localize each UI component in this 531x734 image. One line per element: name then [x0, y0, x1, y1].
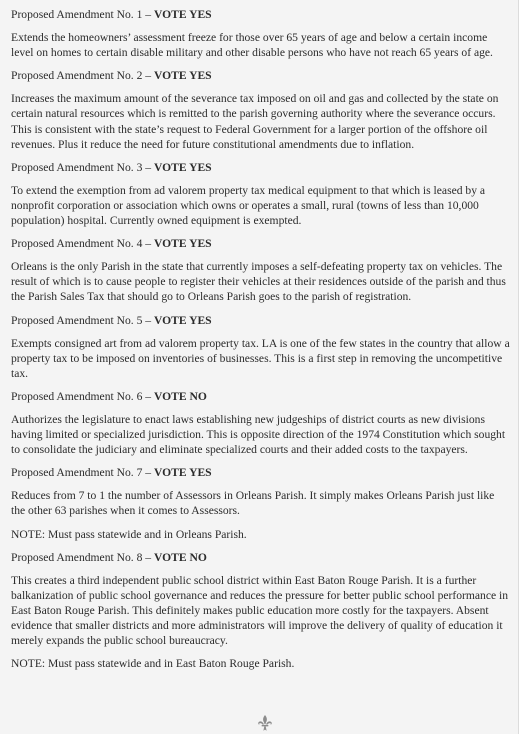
amendment-list	[11, 7, 510, 671]
amendment-title: Proposed Amendment No. 7 –	[11, 466, 154, 480]
vote-recommendation: VOTE YES	[153, 237, 212, 251]
amendment-description: Orleans is the only Parish in the state that currently imposes a self-defeating property tax on vehicles. The result of which is to cause people to register their vehicles at their residences outside of the parish and thus the Parish Sales Tax that should go to Orleans Parish goes to the parish of registration.	[11, 260, 506, 304]
amendment-note: NOTE: Must pass statewide and in Orleans Parish.	[11, 527, 247, 541]
amendment-description: Extends the homeowners’ assessment freeze for those over 65 years of age and below a certain income level on homes to certain disable military and other disable persons who have not reach 65 years of age.	[11, 31, 493, 60]
vote-recommendation: VOTE YES	[153, 69, 212, 83]
amendment-title: Proposed Amendment No. 2 –	[11, 69, 154, 83]
amendment-heading	[11, 236, 510, 251]
amendment-description: Exempts consigned art from ad valorem property tax. LA is one of the few states in the country that allow a property tax to be imposed on inventories of businesses. This is a first step in removing the uncompetitive tax.	[11, 336, 510, 380]
vote-recommendation: VOTE NO	[153, 550, 207, 564]
amendment-heading	[11, 68, 510, 83]
amendment-description: This creates a third independent public school district within East Baton Rouge Parish. It is a further balkanization of public school governance and reduces the pressure for better public school performance in East Baton Rouge Parish. This definitely makes public education more costly for the taxpayers. Absent evidence that smaller districts and more administrators will improve the delivery of quality of education it merely expands the public school bureaucracy.	[11, 573, 509, 648]
amendment-heading	[11, 389, 510, 404]
amendment-title: Proposed Amendment No. 1 –	[11, 8, 154, 21]
amendment-title: Proposed Amendment No. 5 –	[11, 313, 154, 327]
amendment-heading	[11, 160, 510, 175]
amendment-description: Reduces from 7 to 1 the number of Assessors in Orleans Parish. It simply makes Orleans Parish just like the other 63 parishes when it comes to Assessors.	[11, 489, 495, 518]
amendment-description: Authorizes the legislature to enact laws establishing new judgeships of district courts as new divisions having limited or specialized jurisdiction. This is opposite direction of the 1974 Constitution which sought to consolidate the judiciary and eliminate specialized courts and their added costs to the taxpayers.	[11, 412, 506, 457]
amendment-title: Proposed Amendment No. 4 –	[11, 237, 154, 251]
vote-recommendation: VOTE YES	[153, 8, 212, 21]
amendment-description: To extend the exemption from ad valorem property tax medical equipment to that which is leased by a nonprofit corporation or association which owns or operates a small, rural (towns of less than 10,000 population) hospital. Currently owned equipment is exempted.	[11, 183, 486, 228]
amendment-note: NOTE: Must pass statewide and in East Baton Rouge Parish.	[11, 657, 295, 671]
amendment-title: Proposed Amendment No. 3 –	[11, 160, 154, 174]
vote-recommendation: VOTE YES	[153, 313, 212, 327]
amendment-heading	[11, 313, 510, 328]
amendment-heading	[11, 7, 510, 22]
fleur-de-lis-icon	[254, 714, 276, 732]
amendment-heading	[11, 550, 510, 565]
amendment-heading	[11, 465, 510, 480]
vote-recommendation: VOTE NO	[153, 389, 207, 403]
amendment-description: Increases the maximum amount of the severance tax imposed on oil and gas and collected by the state on certain natural resources which is remitted to the parish governing authority where the severance occurs. This is consistent with the state’s request to Federal Government for a larger portion of the offshore oil revenues. Plus it reduce the need for future constitutional amendments due to inflation.	[11, 92, 499, 151]
vote-recommendation: VOTE YES	[153, 160, 212, 174]
amendment-title: Proposed Amendment No. 8 –	[11, 550, 154, 564]
vote-recommendation: VOTE YES	[153, 466, 212, 480]
amendment-title: Proposed Amendment No. 6 –	[11, 389, 154, 403]
